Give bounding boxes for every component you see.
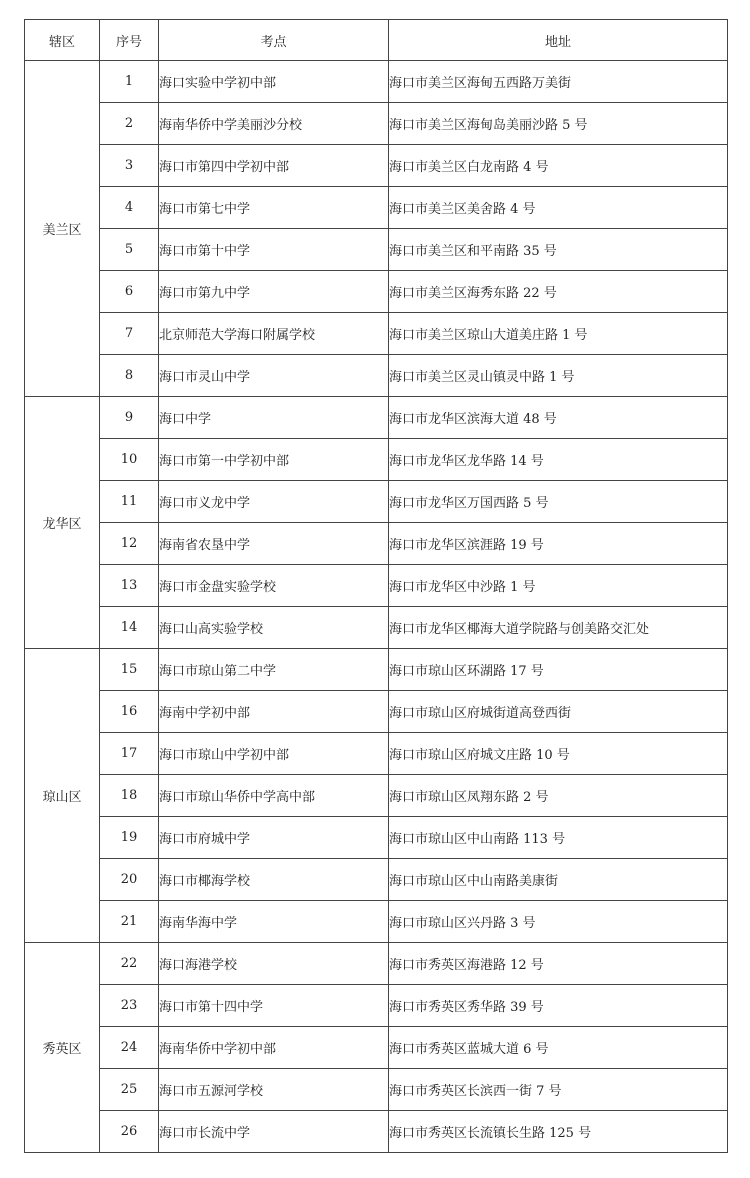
site-cell: 海口中学 <box>159 397 389 439</box>
seq-cell: 18 <box>100 775 159 817</box>
site-cell: 海口市第一中学初中部 <box>159 439 389 481</box>
table-row <box>25 523 728 565</box>
seq-cell: 20 <box>100 859 159 901</box>
address-cell: 海口市秀英区秀华路 39 号 <box>389 985 728 1027</box>
site-cell: 海口市第四中学初中部 <box>159 145 389 187</box>
table-row <box>25 397 728 439</box>
seq-cell: 8 <box>100 355 159 397</box>
address-cell: 海口市龙华区滨海大道 48 号 <box>389 397 728 439</box>
address-cell: 海口市秀英区蓝城大道 6 号 <box>389 1027 728 1069</box>
seq-cell: 26 <box>100 1111 159 1153</box>
seq-cell: 10 <box>100 439 159 481</box>
seq-cell: 14 <box>100 607 159 649</box>
seq-cell: 23 <box>100 985 159 1027</box>
table-row <box>25 61 728 103</box>
district-cell: 美兰区 <box>25 61 100 397</box>
table-row <box>25 481 728 523</box>
district-cell: 秀英区 <box>25 943 100 1153</box>
site-cell: 海口市琼山华侨中学高中部 <box>159 775 389 817</box>
district-cell: 琼山区 <box>25 649 100 943</box>
seq-cell: 7 <box>100 313 159 355</box>
site-cell: 海口市金盘实验学校 <box>159 565 389 607</box>
site-cell: 海口市第十中学 <box>159 229 389 271</box>
address-cell: 海口市琼山区兴丹路 3 号 <box>389 901 728 943</box>
site-cell: 海口市第十四中学 <box>159 985 389 1027</box>
table-row <box>25 1069 728 1111</box>
table-row <box>25 943 728 985</box>
site-cell: 海口市第七中学 <box>159 187 389 229</box>
exam-sites-table <box>24 19 728 1153</box>
site-cell: 海口市灵山中学 <box>159 355 389 397</box>
seq-cell: 16 <box>100 691 159 733</box>
seq-cell: 12 <box>100 523 159 565</box>
table-row <box>25 733 728 775</box>
table-row <box>25 229 728 271</box>
header-district: 辖区 <box>25 20 100 61</box>
address-cell: 海口市龙华区龙华路 14 号 <box>389 439 728 481</box>
site-cell: 海南华侨中学初中部 <box>159 1027 389 1069</box>
seq-cell: 21 <box>100 901 159 943</box>
site-cell: 海口市五源河学校 <box>159 1069 389 1111</box>
seq-cell: 9 <box>100 397 159 439</box>
seq-cell: 3 <box>100 145 159 187</box>
site-cell: 海口市琼山第二中学 <box>159 649 389 691</box>
header-seq: 序号 <box>100 20 159 61</box>
table-row <box>25 1111 728 1153</box>
address-cell: 海口市美兰区白龙南路 4 号 <box>389 145 728 187</box>
address-cell: 海口市秀英区长滨西一街 7 号 <box>389 1069 728 1111</box>
seq-cell: 22 <box>100 943 159 985</box>
table-row <box>25 145 728 187</box>
table-row <box>25 649 728 691</box>
table-row <box>25 355 728 397</box>
site-cell: 海南中学初中部 <box>159 691 389 733</box>
site-cell: 海口市琼山中学初中部 <box>159 733 389 775</box>
address-cell: 海口市龙华区中沙路 1 号 <box>389 565 728 607</box>
district-cell: 龙华区 <box>25 397 100 649</box>
table-header-row <box>25 20 728 61</box>
site-cell: 海口海港学校 <box>159 943 389 985</box>
table-row <box>25 1027 728 1069</box>
table-row <box>25 607 728 649</box>
seq-cell: 6 <box>100 271 159 313</box>
table-row <box>25 817 728 859</box>
seq-cell: 17 <box>100 733 159 775</box>
address-cell: 海口市龙华区滨涯路 19 号 <box>389 523 728 565</box>
address-cell: 海口市美兰区海秀东路 22 号 <box>389 271 728 313</box>
table-row <box>25 859 728 901</box>
table-row <box>25 565 728 607</box>
address-cell: 海口市龙华区椰海大道学院路与创美路交汇处 <box>389 607 728 649</box>
site-cell: 海口市第九中学 <box>159 271 389 313</box>
site-cell: 海南华海中学 <box>159 901 389 943</box>
table-row <box>25 775 728 817</box>
table-row <box>25 901 728 943</box>
table-row <box>25 187 728 229</box>
site-cell: 海口市长流中学 <box>159 1111 389 1153</box>
site-cell: 海口市义龙中学 <box>159 481 389 523</box>
table-row <box>25 313 728 355</box>
seq-cell: 13 <box>100 565 159 607</box>
table-row <box>25 439 728 481</box>
address-cell: 海口市美兰区海甸岛美丽沙路 5 号 <box>389 103 728 145</box>
site-cell: 海口山高实验学校 <box>159 607 389 649</box>
seq-cell: 11 <box>100 481 159 523</box>
seq-cell: 25 <box>100 1069 159 1111</box>
site-cell: 海口市椰海学校 <box>159 859 389 901</box>
address-cell: 海口市龙华区万国西路 5 号 <box>389 481 728 523</box>
address-cell: 海口市琼山区环湖路 17 号 <box>389 649 728 691</box>
site-cell: 北京师范大学海口附属学校 <box>159 313 389 355</box>
site-cell: 海南华侨中学美丽沙分校 <box>159 103 389 145</box>
table-row <box>25 271 728 313</box>
table-row <box>25 985 728 1027</box>
seq-cell: 5 <box>100 229 159 271</box>
address-cell: 海口市美兰区灵山镇灵中路 1 号 <box>389 355 728 397</box>
seq-cell: 15 <box>100 649 159 691</box>
address-cell: 海口市美兰区琼山大道美庄路 1 号 <box>389 313 728 355</box>
header-address: 地址 <box>389 20 728 61</box>
address-cell: 海口市秀英区长流镇长生路 125 号 <box>389 1111 728 1153</box>
table-row <box>25 103 728 145</box>
address-cell: 海口市美兰区美舍路 4 号 <box>389 187 728 229</box>
site-cell: 海口市府城中学 <box>159 817 389 859</box>
address-cell: 海口市琼山区中山南路 113 号 <box>389 817 728 859</box>
table-row <box>25 691 728 733</box>
header-site: 考点 <box>159 20 389 61</box>
address-cell: 海口市琼山区府城街道高登西街 <box>389 691 728 733</box>
address-cell: 海口市秀英区海港路 12 号 <box>389 943 728 985</box>
seq-cell: 4 <box>100 187 159 229</box>
seq-cell: 24 <box>100 1027 159 1069</box>
seq-cell: 19 <box>100 817 159 859</box>
address-cell: 海口市琼山区中山南路美康街 <box>389 859 728 901</box>
address-cell: 海口市琼山区凤翔东路 2 号 <box>389 775 728 817</box>
seq-cell: 2 <box>100 103 159 145</box>
site-cell: 海南省农垦中学 <box>159 523 389 565</box>
address-cell: 海口市美兰区和平南路 35 号 <box>389 229 728 271</box>
address-cell: 海口市琼山区府城文庄路 10 号 <box>389 733 728 775</box>
address-cell: 海口市美兰区海甸五西路万美街 <box>389 61 728 103</box>
site-cell: 海口实验中学初中部 <box>159 61 389 103</box>
seq-cell: 1 <box>100 61 159 103</box>
table-body <box>25 61 728 1153</box>
